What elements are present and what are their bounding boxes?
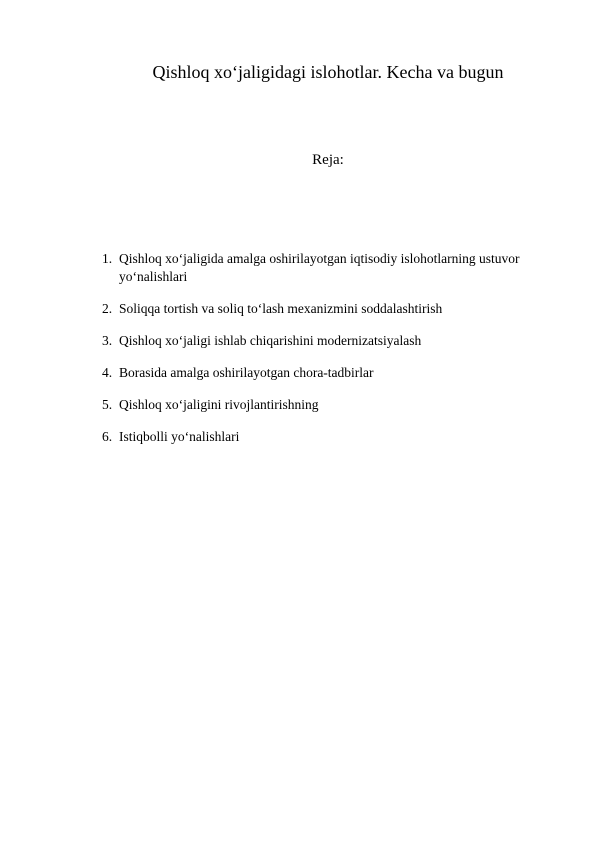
plan-item xyxy=(102,428,552,446)
document-title: Qishloq xo‘jaligidagi islohotlar. Kecha va bugun xyxy=(152,62,504,82)
plan-item xyxy=(102,396,552,414)
plan-item xyxy=(102,364,552,382)
plan-item-number: 3. xyxy=(102,333,113,348)
plan-item-number: 5. xyxy=(102,397,113,412)
plan-item-text: Borasida amalga oshirilayotgan chora-tadbirlar xyxy=(119,365,374,380)
plan-item xyxy=(102,250,552,286)
plan-list xyxy=(102,250,552,460)
plan-item-text: Qishloq xo‘jaligini rivojlantirishning xyxy=(119,397,319,412)
plan-item-text: Istiqbolli yo‘nalishlari xyxy=(119,429,240,444)
plan-item-number: 4. xyxy=(102,365,113,380)
plan-item-text: Soliqqa tortish va soliq to‘lash mexanizmini soddalashtirish xyxy=(119,301,443,316)
plan-item-number: 6. xyxy=(102,429,113,444)
plan-item xyxy=(102,300,552,318)
plan-item-number: 2. xyxy=(102,301,113,316)
plan-heading: Reja: xyxy=(312,152,344,168)
plan-item-text: Qishloq xo‘jaligi ishlab chiqarishini modernizatsiyalash xyxy=(119,333,422,348)
plan-item-number: 1. xyxy=(102,251,113,266)
plan-item-text: Qishloq xo‘jaligida amalga oshirilayotgan iqtisodiy islohotlarning ustuvor yo‘nalishlari xyxy=(119,251,520,284)
plan-item xyxy=(102,332,552,350)
